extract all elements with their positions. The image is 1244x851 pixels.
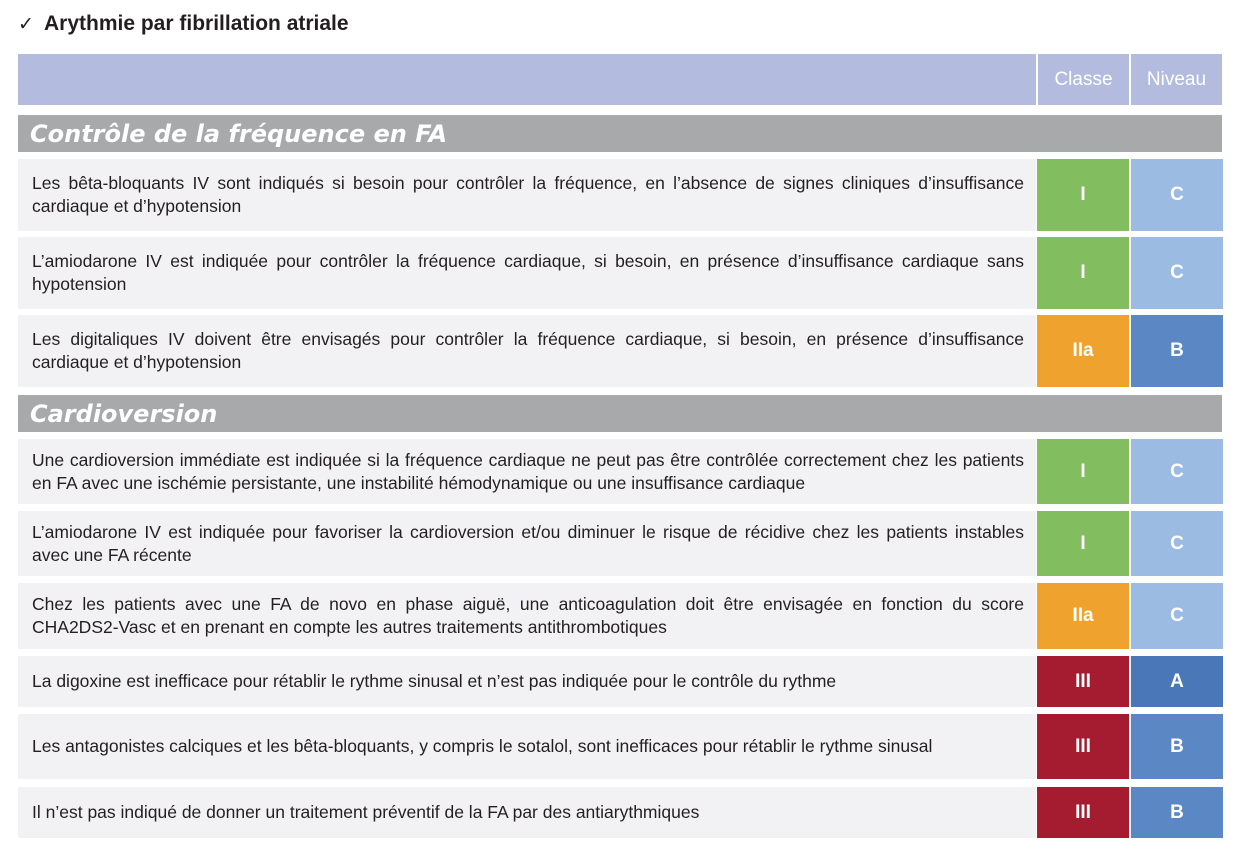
recommendation-text [18,315,1036,387]
header-classe: Classe [1038,54,1129,105]
class-badge: I [1037,159,1129,231]
recommendation-row [18,159,1222,231]
page-title-text: Arythmie par fibrillation atriale [44,12,349,35]
table-header-blank [18,54,1036,105]
recommendation-text-content: Une cardioversion immédiate est indiquée si la fréquence cardiaque ne peut pas être contrôlée correctement chez les patients en FA avec une ischémie persistante, une instabilité hémodynamique ou une insuffisance cardiaque [32,449,1024,493]
recommendation-text [18,656,1036,707]
level-badge: C [1131,511,1223,576]
class-badge: I [1037,237,1129,309]
recommendation-text-content: Les digitaliques IV doivent être envisagés pour contrôler la fréquence cardiaque, si besoin, en présence d’insuffisance cardiaque et d’hypotension [32,329,1024,372]
level-badge: A [1131,656,1223,707]
recommendation-row [18,714,1222,779]
level-badge: B [1131,787,1223,838]
level-badge: B [1131,714,1223,779]
table-header [18,54,1222,105]
recommendation-text-content: La digoxine est inefficace pour rétablir le rythme sinusal et n’est pas indiquée pour le contrôle du rythme [32,671,837,691]
class-badge: IIa [1037,583,1129,649]
recommendation-text [18,583,1036,649]
recommendation-row [18,583,1222,649]
class-badge: I [1037,511,1129,576]
recommendation-row [18,656,1222,707]
level-badge: C [1131,583,1223,649]
class-badge: III [1037,714,1129,779]
class-badge: I [1037,439,1129,504]
section-header-cardioversion [18,395,1222,432]
class-badge: IIa [1037,315,1129,387]
recommendation-row [18,439,1222,504]
class-badge: III [1037,656,1129,707]
level-badge: B [1131,315,1223,387]
header-niveau: Niveau [1131,54,1222,105]
page-title [18,10,349,38]
recommendation-text-content: Les antagonistes calciques et les bêta-bloquants, y compris le sotalol, sont inefficaces pour rétablir le rythme sinusal [32,736,933,756]
level-badge: C [1131,159,1223,231]
section-title: Cardioversion [30,399,218,428]
recommendation-text [18,159,1036,231]
recommendation-text [18,237,1036,309]
recommendation-text [18,439,1036,504]
recommendation-text [18,511,1036,576]
recommendation-row [18,315,1222,387]
level-badge: C [1131,237,1223,309]
recommendation-text-content: Il n’est pas indiqué de donner un traitement préventif de la FA par des antiarythmiques [32,802,700,822]
level-badge: C [1131,439,1223,504]
recommendation-text-content: Chez les patients avec une FA de novo en phase aiguë, une anticoagulation doit être envisagée en fonction du score CHA2DS2-Vasc et en prenant en compte les autres traitements antithrombotiques [32,594,1024,637]
class-badge: III [1037,787,1129,838]
recommendation-row [18,237,1222,309]
check-icon: ✓ [18,13,34,35]
recommendation-row [18,511,1222,576]
recommendation-text-content: Les bêta-bloquants IV sont indiqués si besoin pour contrôler la fréquence, en l’absence de signes cliniques d’insuffisance cardiaque et d’hypotension [32,173,1024,216]
recommendation-text-content: L’amiodarone IV est indiquée pour favoriser la cardioversion et/ou diminuer le risque de récidive chez les patients instables avec une FA récente [32,521,1024,565]
recommendation-row [18,787,1222,838]
recommendation-text [18,787,1036,838]
section-title: Contrôle de la fréquence en FA [30,119,448,148]
section-header-frequence [18,115,1222,152]
recommendation-text-content: L’amiodarone IV est indiquée pour contrôler la fréquence cardiaque, si besoin, en présence d’insuffisance cardiaque sans hypotension [32,251,1024,294]
recommendation-text [18,714,1036,779]
